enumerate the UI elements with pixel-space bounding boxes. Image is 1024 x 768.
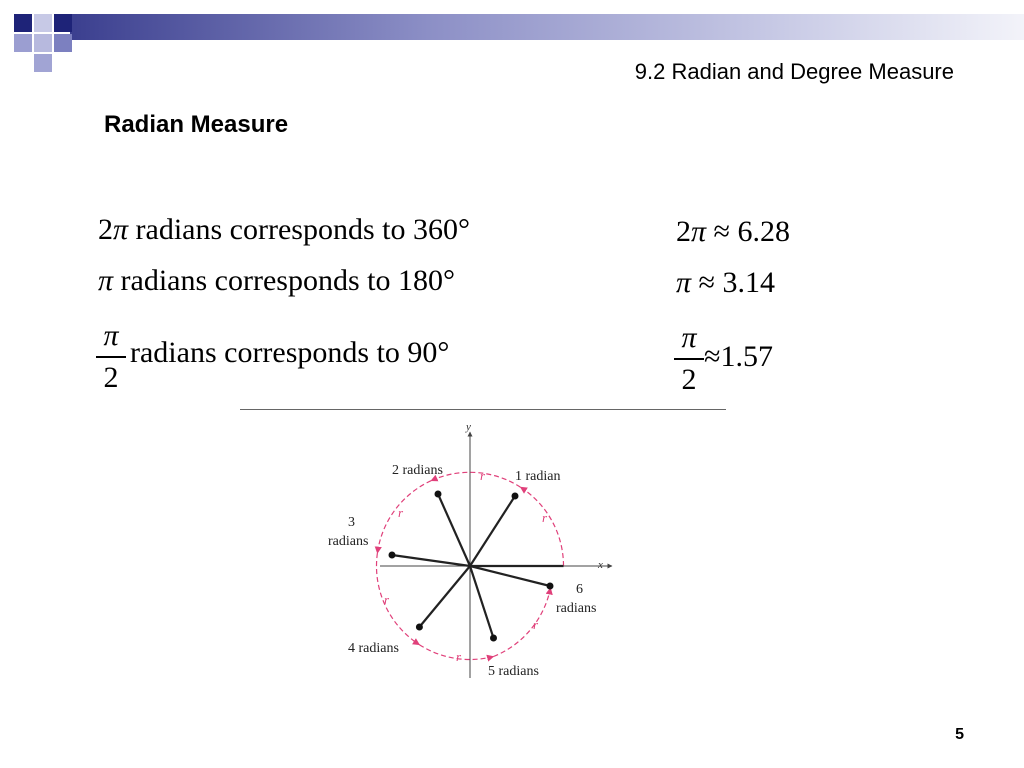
eq-text: radians corresponds to 360° — [128, 213, 470, 246]
radius-4 — [419, 566, 470, 627]
label-6-number: 6 — [576, 582, 583, 597]
fraction-bar — [96, 356, 126, 358]
divider-line — [240, 409, 726, 410]
equation-left-2 — [98, 264, 455, 298]
eq-rest: ≈1.57 — [704, 340, 773, 373]
equation-left-3 — [130, 336, 449, 370]
header-square-navy-1 — [14, 14, 32, 32]
eq-text: radians corresponds to 90° — [130, 336, 450, 369]
eq-coeff: 2 — [98, 213, 113, 246]
header-square-light-2 — [14, 34, 32, 52]
point-2 — [435, 491, 442, 498]
arc-3 — [377, 481, 431, 553]
arc-r-label: r — [384, 592, 390, 607]
header-square-mid-2 — [54, 34, 72, 52]
arc-r-label: r — [542, 510, 548, 525]
arc-1 — [521, 487, 564, 566]
fraction-denominator: 2 — [103, 360, 119, 394]
arc-r-label: r — [456, 649, 462, 664]
equation-right-2 — [676, 266, 775, 300]
slide-subtitle: 9.2 Radian and Degree Measure — [634, 59, 954, 84]
fraction-denominator: 2 — [681, 362, 697, 396]
arc-4 — [376, 553, 419, 645]
radius-1 — [470, 496, 515, 566]
pi-symbol: π — [676, 266, 692, 299]
fraction-bar — [674, 358, 704, 360]
equation-right-1 — [676, 215, 790, 249]
slide-title: Radian Measure — [104, 111, 289, 138]
fraction-right-3 — [674, 320, 704, 398]
fraction-numerator: π — [681, 321, 697, 354]
y-axis-label: y — [466, 421, 471, 433]
equation-left-1 — [98, 213, 470, 247]
radian-circle-figure — [320, 420, 620, 682]
equation-right-3 — [704, 340, 773, 374]
pi-symbol: π — [98, 264, 114, 297]
label-6-radians: radians — [556, 601, 597, 616]
header-square-navy-2 — [54, 14, 72, 32]
radius-3 — [392, 555, 470, 566]
label-2-radians: 2 radians — [392, 463, 443, 478]
pi-symbol: π — [113, 213, 129, 246]
fraction-left-3 — [96, 318, 126, 396]
radius-6 — [470, 566, 550, 586]
point-6 — [547, 583, 554, 590]
arc-2 — [431, 472, 520, 487]
eq-rest: ≈ 6.28 — [706, 215, 790, 248]
header-square-mid-1 — [34, 34, 52, 52]
arc-r-label: r — [398, 505, 404, 520]
point-4 — [416, 624, 423, 631]
label-3-number: 3 — [348, 515, 355, 530]
header-square-light-1 — [34, 14, 52, 32]
pi-symbol: π — [691, 215, 707, 248]
eq-coeff: 2 — [676, 215, 691, 248]
label-4-radians: 4 radians — [348, 641, 399, 656]
eq-rest: ≈ 3.14 — [691, 266, 775, 299]
point-3 — [389, 552, 396, 559]
radius-2 — [438, 494, 470, 566]
page-number: 5 — [955, 726, 964, 743]
arc-r-label: r — [480, 468, 486, 483]
arc-6 — [494, 588, 551, 657]
radius-5 — [470, 566, 494, 638]
eq-text: radians corresponds to 180° — [113, 264, 455, 297]
point-5 — [490, 635, 497, 642]
header-gradient-bar — [70, 14, 1024, 40]
label-3-radians: radians — [328, 534, 369, 549]
label-1-radian: 1 radian — [515, 469, 561, 484]
fraction-numerator: π — [103, 319, 119, 352]
label-5-radians: 5 radians — [488, 664, 539, 679]
arc-r-label: r — [533, 617, 539, 632]
x-axis-label: x — [598, 559, 603, 571]
header-square-mid-3 — [34, 54, 52, 72]
point-1 — [512, 493, 519, 500]
